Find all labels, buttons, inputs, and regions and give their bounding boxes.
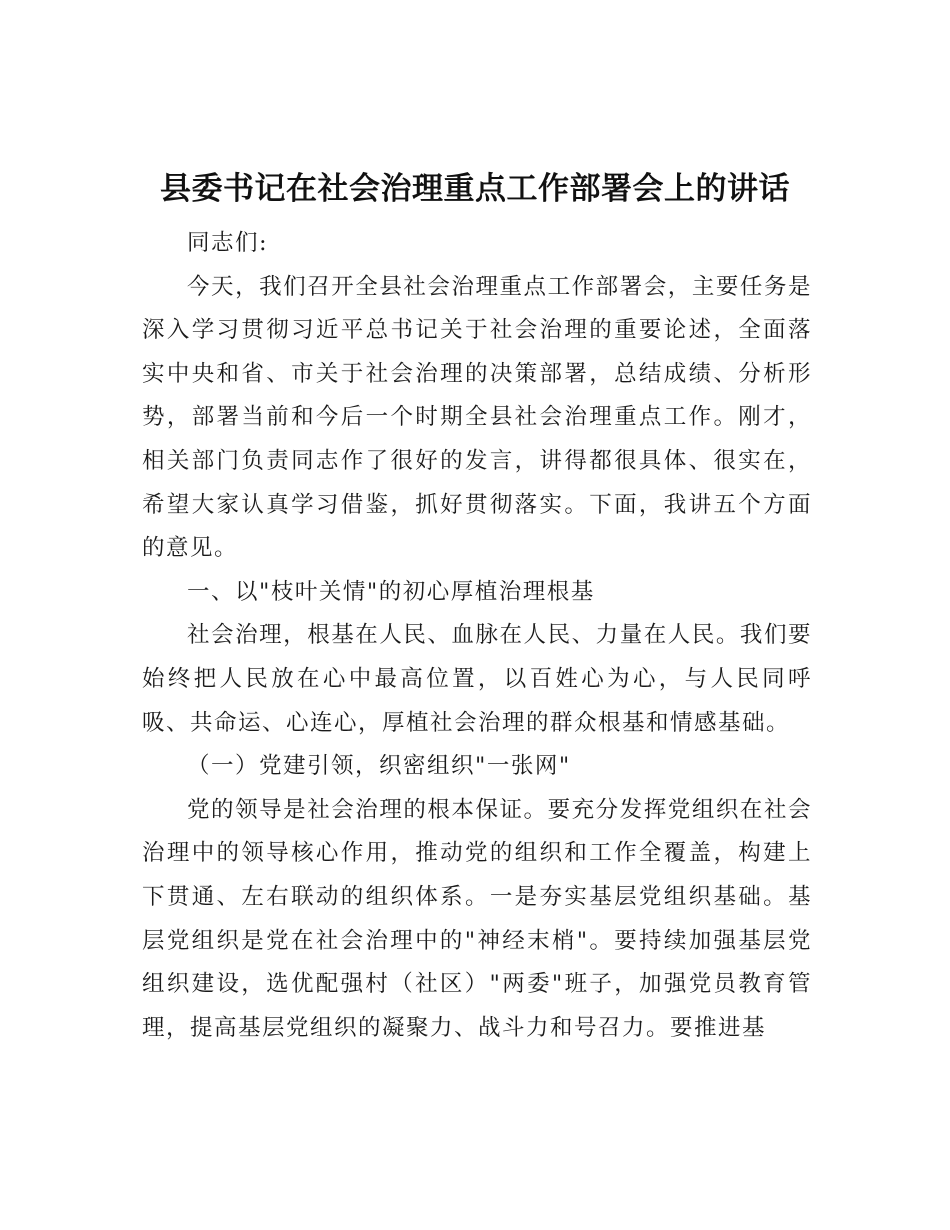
salutation-paragraph: 同志们:: [187, 230, 269, 256]
section-heading-1: 一、以"枝叶关情"的初心厚植治理根基: [187, 578, 595, 605]
document-body: [142, 222, 812, 1050]
intro-paragraph: 今天，我们召开全县社会治理重点工作部署会，主要任务是深入学习贯彻习近平总书记关于社会治理的重要论述，全面落实中央和省、市关于社会治理的决策部署，总结成绩、分析形势，部署当前和今后一个时期全县社会治理重点工作。刚才，相关部门负责同志作了很好的发言，讲得都很具体、很实在，希望大家认真学习借鉴，抓好贯彻落实。下面，我讲五个方面的意见。: [142, 273, 812, 562]
subsection-1-paragraph: 党的领导是社会治理的根本保证。要充分发挥党组织在社会治理中的领导核心作用，推动党的组织和工作全覆盖，构建上下贯通、左右联动的组织体系。一是夯实基层党组织基础。基层党组织是党在社会治理中的"神经末梢"。要持续加强基层党组织建设，选优配强村（社区）"两委"班子，加强党员教育管理，提高基层党组织的凝聚力、战斗力和号召力。要推进基: [142, 796, 812, 1041]
section-1-paragraph: 社会治理，根基在人民、血脉在人民、力量在人民。我们要始终把人民放在心中最高位置，以百姓心为心，与人民同呼吸、共命运、心连心，厚植社会治理的群众根基和情感基础。: [142, 622, 812, 736]
document-title: 县委书记在社会治理重点工作部署会上的讲话: [160, 171, 790, 207]
subsection-heading-1: （一）党建引领，织密组织"一张网": [187, 753, 571, 780]
